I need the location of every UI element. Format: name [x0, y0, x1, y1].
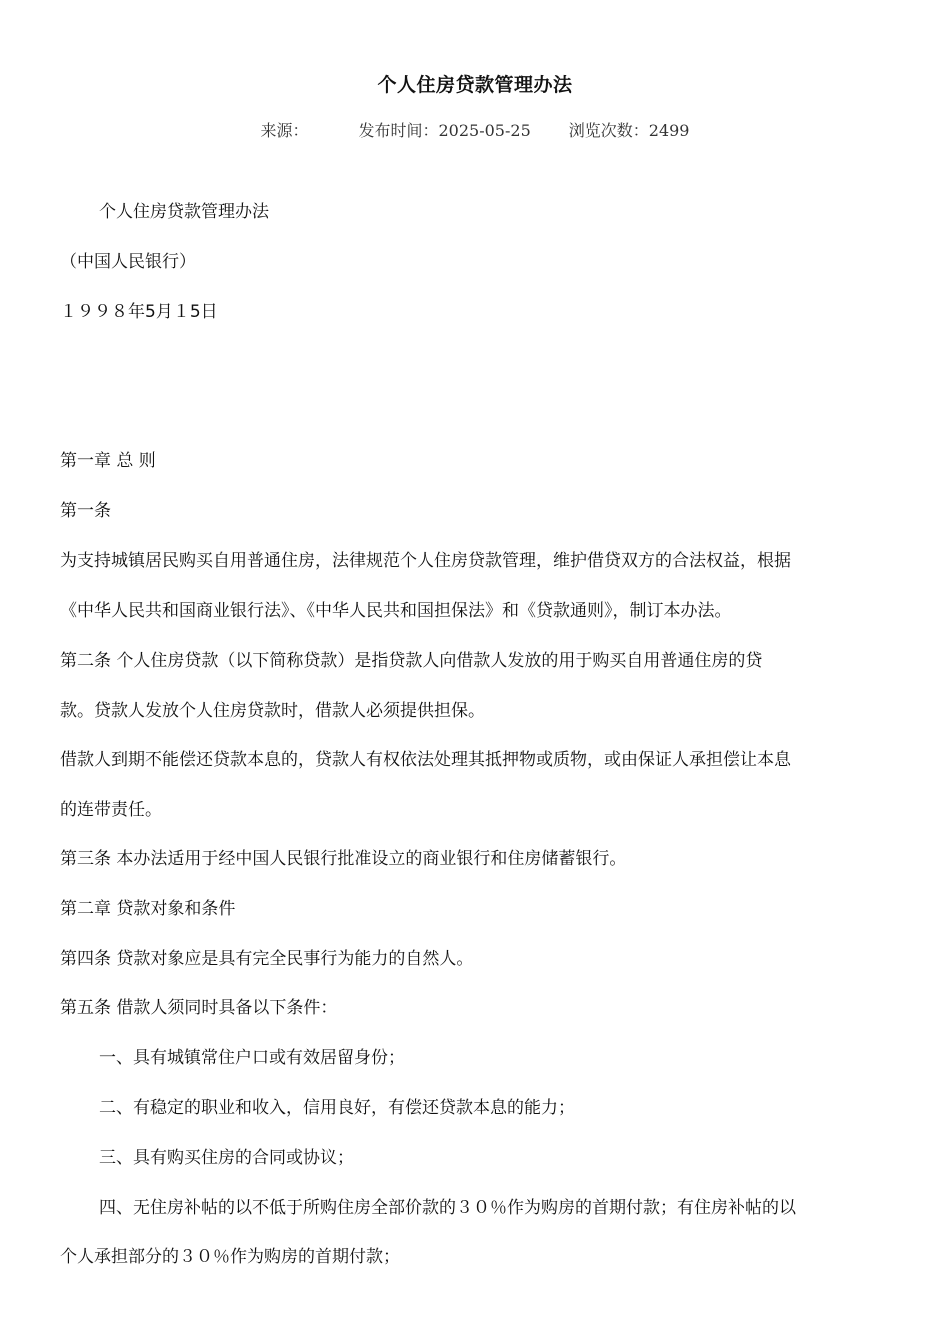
article-heading: 第一条 [60, 501, 111, 521]
date-line: １９９８年5月１5日 [60, 302, 218, 322]
paragraph-line: 借款人到期不能偿还贷款本息的，贷款人有权依法处理其抵押物或质物，或由保证人承担偿让本息 [60, 750, 791, 770]
paragraph-line: 第五条 借款人须同时具备以下条件： [60, 998, 338, 1018]
paragraph-line: 《中华人民共和国商业银行法》、《中华人民共和国担保法》和《贷款通则》，制订本办法。 [60, 601, 732, 621]
list-item: 四、无住房补帖的以不低于所购住房全部价款的３０％作为购房的首期付款；有住房补帖的以 [99, 1198, 796, 1218]
body-heading: 个人住房贷款管理办法 [99, 202, 269, 222]
paragraph-line: 款。贷款人发放个人住房贷款时，借款人必须提供担保。 [60, 701, 485, 721]
meta-source: 来源： [260, 121, 309, 140]
paragraph-line: 第四条 贷款对象应是具有完全民事行为能力的自然人。 [60, 949, 474, 969]
list-item: 三、具有购买住房的合同或协议； [99, 1148, 354, 1168]
paragraph-line: 的连带责任。 [60, 800, 162, 820]
paragraph-line: 第二条 个人住房贷款（以下简称贷款）是指贷款人向借款人发放的用于购买自用普通住房的贷 [60, 651, 763, 671]
paragraph-line: 第三条 本办法适用于经中国人民银行批准设立的商业银行和住房储蓄银行。 [60, 849, 627, 869]
meta-publish-time: 发布时间：2025-05-25 [358, 121, 531, 140]
chapter-heading: 第一章 总 则 [60, 451, 156, 471]
issuer-line: （中国人民银行） [60, 252, 196, 272]
meta-view-count: 浏览次数：2499 [568, 121, 690, 140]
document-title: 个人住房贷款管理办法 [377, 74, 573, 96]
list-item: 二、有稳定的职业和收入，信用良好，有偿还贷款本息的能力； [99, 1098, 575, 1118]
list-item: 一、具有城镇常住户口或有效居留身份； [99, 1048, 405, 1068]
list-item-continuation: 个人承担部分的３０％作为购房的首期付款； [60, 1247, 400, 1267]
paragraph-line: 为支持城镇居民购买自用普通住房，法律规范个人住房贷款管理，维护借贷双方的合法权益，根据 [60, 551, 791, 571]
chapter-heading: 第二章 贷款对象和条件 [60, 899, 236, 919]
document-meta [0, 118, 950, 144]
